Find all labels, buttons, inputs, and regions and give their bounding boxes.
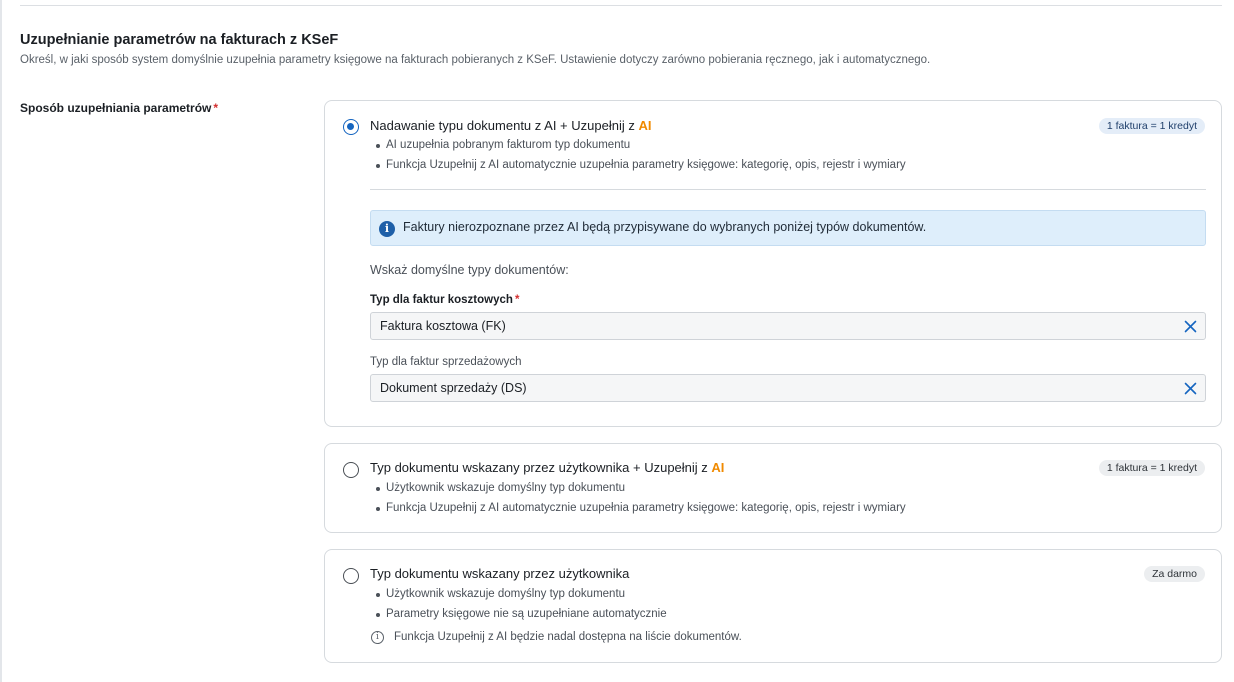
field-label-text: Sposób uzupełniania parametrów [20, 101, 212, 115]
cost-type-select[interactable] [370, 312, 1206, 340]
cost-type-label-text: Typ dla faktur kosztowych [370, 294, 513, 306]
close-icon[interactable] [1184, 320, 1197, 333]
required-mark: * [213, 101, 219, 115]
list-item: AI uzupełnia pobranym fakturom typ dokumentu [386, 135, 906, 155]
option-2-title [370, 460, 724, 475]
note-text: Funkcja Uzupełnij z AI będzie nadal dostępna na liście dokumentów. [394, 631, 742, 643]
option-3-title: Typ dokumentu wskazany przez użytkownika [370, 566, 630, 581]
section-description: Określ, w jaki sposób system domyślnie uzupełnia parametry księgowe na fakturach pobieranych z KSeF. Ustawienie dotyczy zarówno pobierania ręcznego, jak i automatycznego. [20, 54, 931, 66]
field-label [20, 101, 218, 115]
option-1-bullets [386, 135, 906, 175]
info-icon: i [379, 221, 395, 237]
credit-badge: 1 faktura = 1 kredyt [1099, 460, 1205, 476]
free-badge: Za darmo [1144, 566, 1205, 582]
info-text: Faktury nierozpoznane przez AI będą przypisywane do wybranych poniżej typów dokumentów. [403, 220, 927, 234]
list-item: Funkcja Uzupełnij z AI automatycznie uzupełnia parametry księgowe: kategorię, opis, rejestr i wymiary [386, 155, 906, 175]
radio-option-3[interactable] [343, 568, 359, 584]
ai-label: AI [711, 460, 725, 475]
list-item: Użytkownik wskazuje domyślny typ dokumentu [386, 478, 906, 498]
cost-type-value: Faktura kosztowa (FK) [380, 319, 506, 333]
left-border [0, 0, 2, 682]
info-box [370, 210, 1206, 246]
default-types-heading: Wskaż domyślne typy dokumentów: [370, 263, 569, 277]
option-2-bullets [386, 478, 906, 518]
option-1-title [370, 118, 651, 133]
option-1-divider [370, 189, 1206, 190]
sales-type-label: Typ dla faktur sprzedażowych [370, 356, 522, 368]
list-item: Użytkownik wskazuje domyślny typ dokumentu [386, 584, 667, 604]
required-mark: * [514, 294, 520, 306]
close-icon[interactable] [1184, 382, 1197, 395]
section-title: Uzupełnianie parametrów na fakturach z KSeF [20, 32, 339, 48]
option-card-user-type[interactable] [324, 549, 1222, 663]
option-card-ai-document-type[interactable] [324, 100, 1222, 427]
ai-label: AI [638, 118, 652, 133]
sales-type-value: Dokument sprzedaży (DS) [380, 381, 527, 395]
option-card-user-type-ai[interactable] [324, 443, 1222, 533]
top-divider [20, 5, 1222, 6]
sales-type-select[interactable] [370, 374, 1206, 402]
credit-badge: 1 faktura = 1 kredyt [1099, 118, 1205, 134]
option-2-title-text: Typ dokumentu wskazany przez użytkownika + Uzupełnij z [370, 460, 712, 475]
radio-option-1[interactable] [343, 119, 359, 135]
cost-type-label [370, 294, 519, 306]
radio-option-2[interactable] [343, 462, 359, 478]
option-3-bullets [386, 584, 667, 624]
info-outline-icon: i [371, 631, 384, 644]
list-item: Funkcja Uzupełnij z AI automatycznie uzupełnia parametry księgowe: kategorię, opis, rejestr i wymiary [386, 498, 906, 518]
option-1-title-text: Nadawanie typu dokumentu z AI + Uzupełnij z [370, 118, 639, 133]
list-item: Parametry księgowe nie są uzupełniane automatycznie [386, 604, 667, 624]
